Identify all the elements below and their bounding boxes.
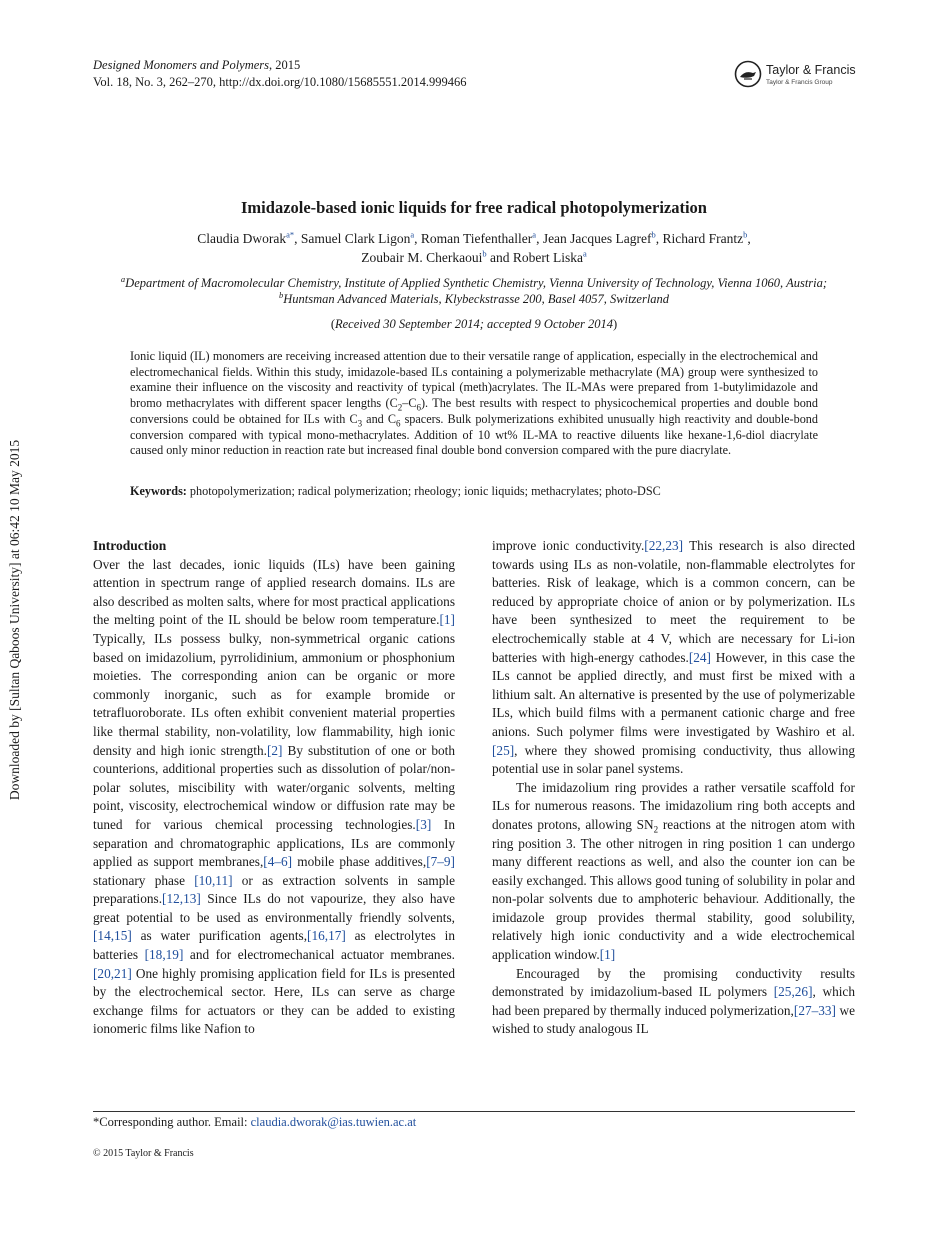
abstract-text: and C: [362, 411, 396, 426]
journal-header: [93, 57, 467, 91]
body-text: stationary phase: [93, 872, 195, 888]
author-list: [93, 229, 855, 267]
author-affiliation-mark[interactable]: a: [582, 248, 587, 259]
article-title: Imidazole-based ionic liquids for free radical photopolymerization: [241, 198, 707, 217]
author-name: Richard Frantz: [662, 231, 744, 246]
received-text: Received 30 September 2014; accepted 9 October 2014: [334, 317, 614, 331]
body-text: However, in this case the ILs cannot be applied directly, and must first be mixed with a lithium salt. An alternative is presented by the use of polymerizable ILs, which build films with a permanent cationic charge and free anions. Such polymer films were investigated by Washiro et al.: [492, 649, 856, 739]
received-dates: (Received 30 September 2014; accepted 9 October 2014): [330, 317, 618, 331]
abstract-subscript: 3: [357, 418, 363, 429]
author-affiliation-mark[interactable]: b: [482, 248, 487, 259]
citation-link[interactable]: [1]: [599, 947, 616, 963]
publisher-lamp-icon: [734, 60, 762, 88]
body-text: Typically, ILs possess bulky, non-symmetrical organic cations based on imidazolium, pyrrolidinium, ammonium or phosphonium moieties. The corresponding anion can be organic or more commonly inorganic, such as for example bromide or tetrafluoroborate. ILs often exhibit convenient material properties like thermal stability, non-volatility, low flammability, high ionic density and high ionic strength.: [93, 630, 455, 758]
abstract-text: spacers. Bulk polymerizations exhibited unusually high reactivity and double-bond conversion compared with typical mono-methacrylates. Addition of 10 wt% IL-MA to reactive diluents like hexane-1,6-diol diacrylate caused only minor reduction in reaction rate but increased final double bond conversion compared with the pure diacrylate.: [130, 411, 818, 458]
author-separator: ,: [655, 231, 663, 246]
body-text: as electrolytes in batteries: [93, 928, 455, 963]
intro-paragraph-1: [93, 556, 455, 1039]
citation-link[interactable]: [20,21]: [93, 965, 132, 981]
body-text: or as extraction solvents in sample preparations.: [93, 872, 455, 907]
body-text: In separation and chromatographic applications, ILs are commonly applied as support membranes,: [93, 816, 455, 870]
author-name: Samuel Clark Ligon: [300, 231, 411, 246]
body-text: This research is also directed towards using ILs as non-volatile, non-flammable electrolytes for batteries. Risk of leakage, which is a common concern, can be reduced by appropriate choice of anion or by polymerization. ILs have been synthesized to meet the requirement to be electrochemically stable at 4 V, which are necessary for Li-ion batteries with high-energy cathodes.: [492, 538, 856, 665]
citation-line: Vol. 18, No. 3, 262–270, http://dx.doi.org/10.1080/15685551.2014.999466: [93, 75, 467, 89]
citation-link[interactable]: [10,11]: [194, 872, 233, 888]
author-name: Zoubair M. Cherkaoui: [361, 250, 483, 265]
abstract-subscript: 6: [395, 418, 401, 429]
body-text: Encouraged by the promising conductivity results demonstrated by imidazolium-based IL polymers: [492, 965, 855, 1000]
affiliations: [93, 275, 855, 307]
journal-title-line: [93, 57, 467, 74]
body-text: improve ionic conductivity.: [492, 538, 645, 553]
citation-link[interactable]: [1]: [439, 612, 455, 628]
body-column-right: [492, 537, 855, 1039]
author-line-2: [93, 248, 855, 267]
author-name: Roman Tiefenthaller: [420, 231, 533, 246]
intro-paragraph-1-continued: [492, 537, 855, 779]
abstract-text: ). The best results with respect to physicochemical properties and double bond conversions could be obtained for ILs with C: [130, 396, 818, 426]
affiliation-b: Huntsman Advanced Materials, Klybeckstrasse 200, Basel 4057, Switzerland: [283, 292, 670, 306]
subscript: 2: [653, 824, 659, 835]
author-name: Jean Jacques Lagref: [542, 231, 652, 246]
author-line-1: [93, 229, 855, 248]
footnote-divider: [93, 1111, 855, 1112]
journal-year: , 2015: [269, 58, 301, 72]
citation-link[interactable]: [27–33]: [793, 1002, 836, 1018]
citation-link[interactable]: [7–9]: [426, 854, 455, 870]
citation-link[interactable]: [14,15]: [93, 928, 132, 944]
affiliation-a-mark: a: [120, 273, 126, 284]
citation-link[interactable]: [2]: [266, 742, 283, 758]
section-heading-introduction: Introduction: [93, 538, 167, 553]
author-name: Claudia Dworak: [197, 231, 287, 246]
body-text: reactions at the nitrogen atom with ring position 3. The other nitrogen in ring position 1 can undergo many different reactions as well, and also the counter ion can be easily exchanged. This allows good tuning of solubility in polar and non-polar solvents due to amphoteric behaviour. Additionally, the imidazole group provides thermal stability, good solubility, relatively high ionic conductivity and a wide electrochemical application window.: [492, 816, 855, 963]
author-separator: ,: [294, 231, 301, 246]
citation-link[interactable]: [22,23]: [644, 538, 684, 553]
keywords-label: Keywords:: [130, 484, 187, 498]
intro-paragraph-3: [492, 965, 855, 1039]
citation-link[interactable]: [18,19]: [144, 947, 184, 963]
body-text: as water purification agents,: [131, 928, 308, 944]
citation-link[interactable]: [24]: [688, 649, 711, 665]
body-text: , where they showed promising conductivity, thus allowing potential use in solar panel systems.: [492, 742, 855, 777]
citation-link[interactable]: [4–6]: [263, 854, 293, 870]
intro-paragraph-2: [492, 779, 855, 965]
citation-link[interactable]: [25,26]: [773, 984, 813, 1000]
citation-link[interactable]: [3]: [415, 816, 432, 832]
author-affiliation-mark[interactable]: a: [532, 229, 537, 240]
citation-link[interactable]: [16,17]: [307, 928, 346, 944]
copyright-notice: © 2015 Taylor & Francis: [93, 1148, 194, 1159]
author-affiliation-mark[interactable]: a: [286, 229, 290, 240]
abstract: [130, 349, 818, 459]
keywords-text: photopolymerization; radical polymerization; rheology; ionic liquids; methacrylates; photo-DSC: [189, 484, 661, 498]
download-notice-text: Downloaded by [Sultan Qaboos University] at 06:42 10 May 2015: [7, 439, 22, 801]
author-separator: ,: [747, 231, 751, 246]
author-and: and: [486, 250, 513, 265]
body-text: mobile phase additives,: [292, 854, 427, 870]
corresponding-label: *Corresponding author. Email:: [93, 1115, 251, 1129]
author-separator: ,: [414, 231, 421, 246]
author-affiliation-mark[interactable]: b: [651, 229, 656, 240]
abstract-text: –C: [402, 396, 417, 411]
author-affiliation-mark[interactable]: a: [410, 229, 415, 240]
download-notice: [0, 410, 30, 830]
publisher-brand: Taylor & Francis: [766, 63, 856, 77]
body-column-left: [93, 537, 455, 1039]
citation-link[interactable]: [12,13]: [162, 891, 201, 907]
body-text: By substitution of one or both counterions, additional properties such as dissolution of polar/non-polar solutes, miscibility with water/organic solvents, melting point, viscosity, electrochemical window or diffusion rate may be tuned for various chemical processing technologies.: [93, 742, 455, 832]
author-affiliation-mark[interactable]: b: [743, 229, 748, 240]
corresponding-email-link[interactable]: claudia.dworak@ias.tuwien.ac.at: [250, 1115, 417, 1129]
author-name: Robert Liska: [512, 250, 583, 265]
citation-link[interactable]: [25]: [492, 742, 515, 758]
corresponding-mark[interactable]: *: [289, 229, 295, 240]
publisher-group: Taylor & Francis Group: [766, 79, 833, 86]
affiliation-b-mark: b: [278, 289, 284, 300]
author-separator: ,: [536, 231, 543, 246]
abstract-subscript: 2: [397, 402, 403, 413]
abstract-text: Ionic liquid (IL) monomers are receiving increased attention due to their versatile range of application, especially in the electrochemical and electromechanical fields. Within this study, imidazole-based ILs containing a polymerizable methacrylate (MA) group were synthesized to examine their influence on the viscosity and reactivity of typical (meth)acrylates. The IL-MAs were prepared from 1-butylimidazole and bromo methacrylates with different spacer lengths (C: [130, 349, 818, 411]
body-text: we wished to study analogous IL: [492, 1002, 855, 1037]
affiliation-a: Department of Macromolecular Chemistry, Institute of Applied Synthetic Chemistry, Vienna University of Technology, Vienna 1060, Austria;: [125, 276, 828, 290]
body-text: The imidazolium ring provides a rather versatile scaffold for ILs for numerous reasons. The imidazolium ring both accepts and donates protons, allowing SN: [492, 779, 855, 832]
body-text: , which had been prepared by thermally induced polymerization,: [492, 984, 855, 1018]
body-text: Since ILs do not vapourize, they also have great potential to be used as environmentally friendly solvents,: [93, 891, 455, 925]
body-text: One highly promising application field for ILs is presented by the electrochemical sector. Here, ILs can serve as charge exchange films for actuators or they can be added to existing ionomeric films like Nafion to: [93, 965, 455, 1037]
corresponding-author-note: [93, 1115, 416, 1130]
journal-name: Designed Monomers and Polymers: [93, 58, 270, 72]
body-text: Over the last decades, ionic liquids (ILs) have been gaining attention in spectrum range of applied research domains. ILs are also described as molten salts, where for most practical applications the melting point of the IL should be below room temperature.: [93, 556, 455, 628]
publisher-logo[interactable]: [734, 60, 859, 92]
keywords: [130, 484, 818, 499]
body-text: and for electromechanical actuator membranes.: [183, 947, 455, 963]
abstract-subscript: 6: [416, 402, 421, 413]
